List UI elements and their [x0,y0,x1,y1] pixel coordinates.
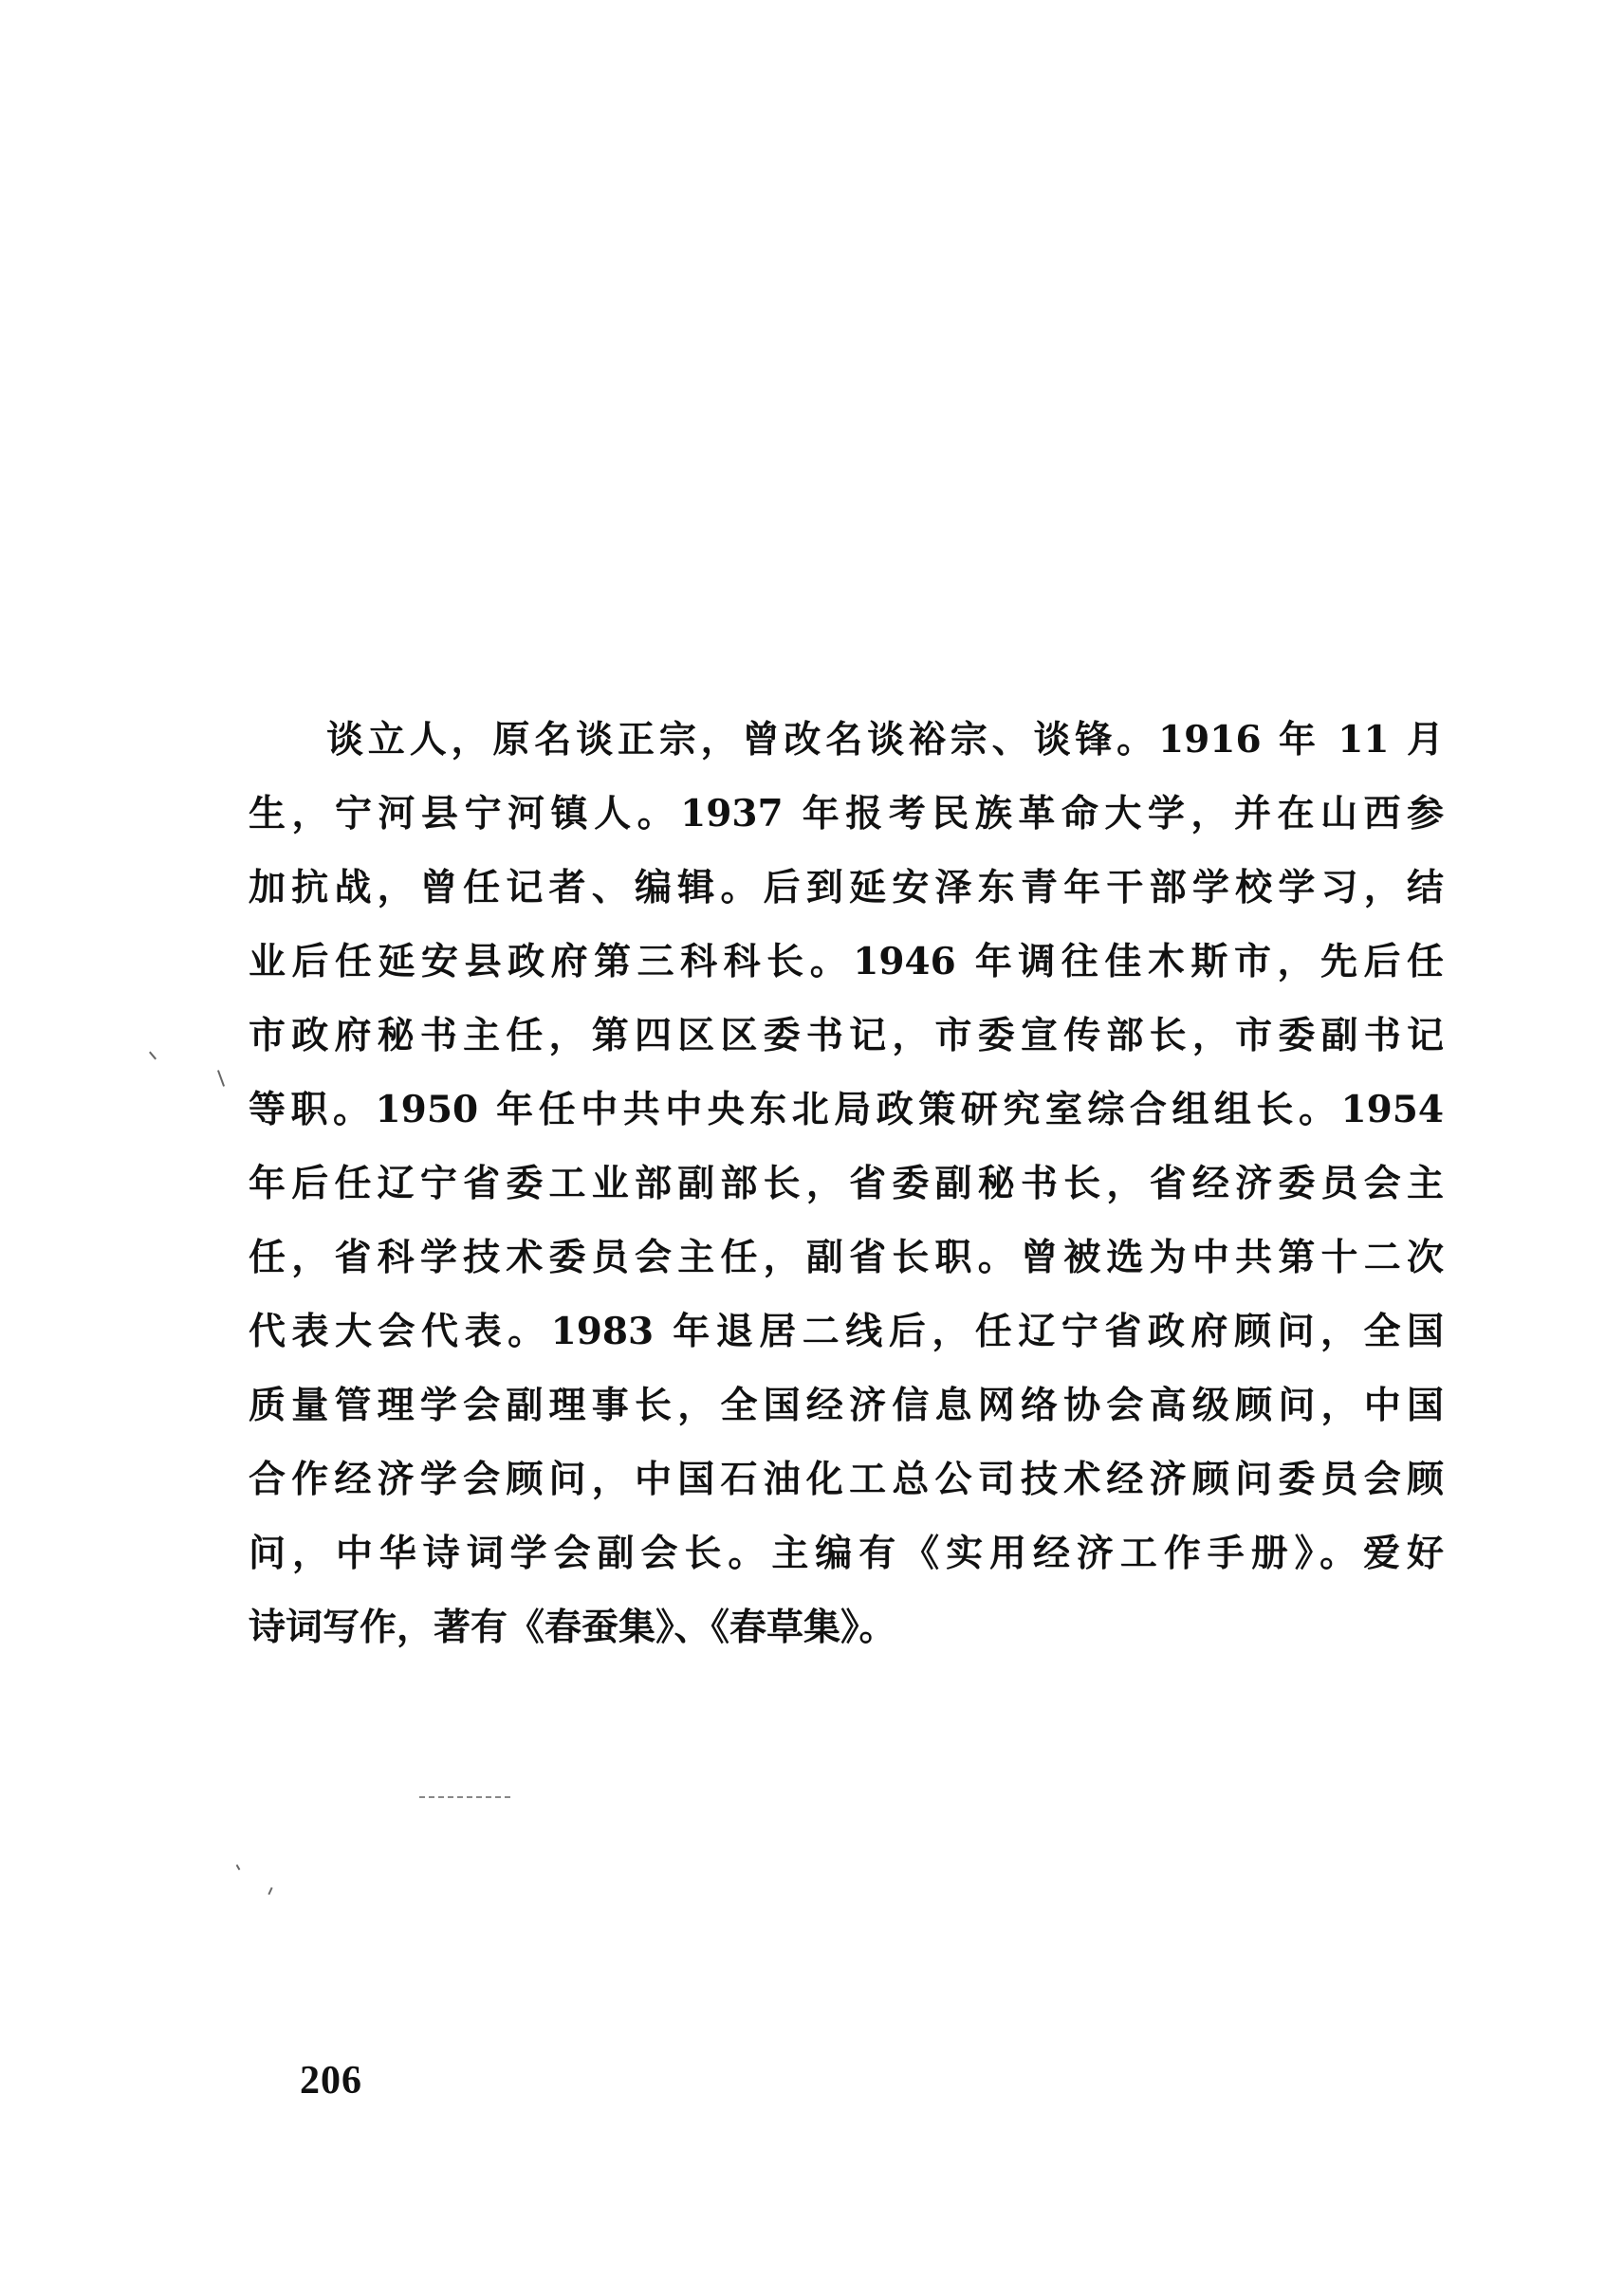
paragraph-line: 谈立人，原名谈正宗，曾改名谈裕宗、谈锋。1916 年 11 月 [326,718,1444,762]
paragraph-line: 问，中华诗词学会副会长。主编有《实用经济工作手册》。爱好 [249,1532,1444,1575]
paragraph-line: 诗词写作，著有《春蚕集》、《春草集》。 [249,1606,896,1649]
scan-artifact-dash [419,1796,510,1798]
paragraph-line: 生，宁河县宁河镇人。1937 年报考民族革命大学，并在山西参 [249,792,1444,836]
paragraph-line: 业后任延安县政府第三科科长。1946 年调往佳木斯市，先后任 [249,940,1444,983]
scan-artifact-speck [217,1070,225,1087]
scan-artifact-speck [236,1864,241,1870]
biography-paragraph [249,703,1444,1664]
paragraph-line: 代表大会代表。1983 年退居二线后，任辽宁省政府顾问，全国 [249,1310,1444,1353]
paragraph-line: 加抗战，曾任记者、编辑。后到延安泽东青年干部学校学习，结 [249,866,1444,909]
paragraph-line: 任，省科学技术委员会主任，副省长职。曾被选为中共第十二次 [249,1236,1444,1279]
page-number: 206 [300,2059,362,2103]
scan-artifact-speck [149,1052,157,1060]
paragraph-line: 合作经济学会顾问，中国石油化工总公司技术经济顾问委员会顾 [249,1458,1444,1501]
scan-artifact-speck [268,1887,272,1895]
paragraph-line: 质量管理学会副理事长，全国经济信息网络协会高级顾问，中国 [249,1384,1444,1427]
paragraph-line: 等职。1950 年任中共中央东北局政策研究室综合组组长。1954 [249,1088,1444,1131]
paragraph-line: 市政府秘书主任，第四区区委书记，市委宣传部长，市委副书记 [249,1014,1444,1057]
paragraph-line: 年后任辽宁省委工业部副部长，省委副秘书长，省经济委员会主 [249,1162,1444,1205]
